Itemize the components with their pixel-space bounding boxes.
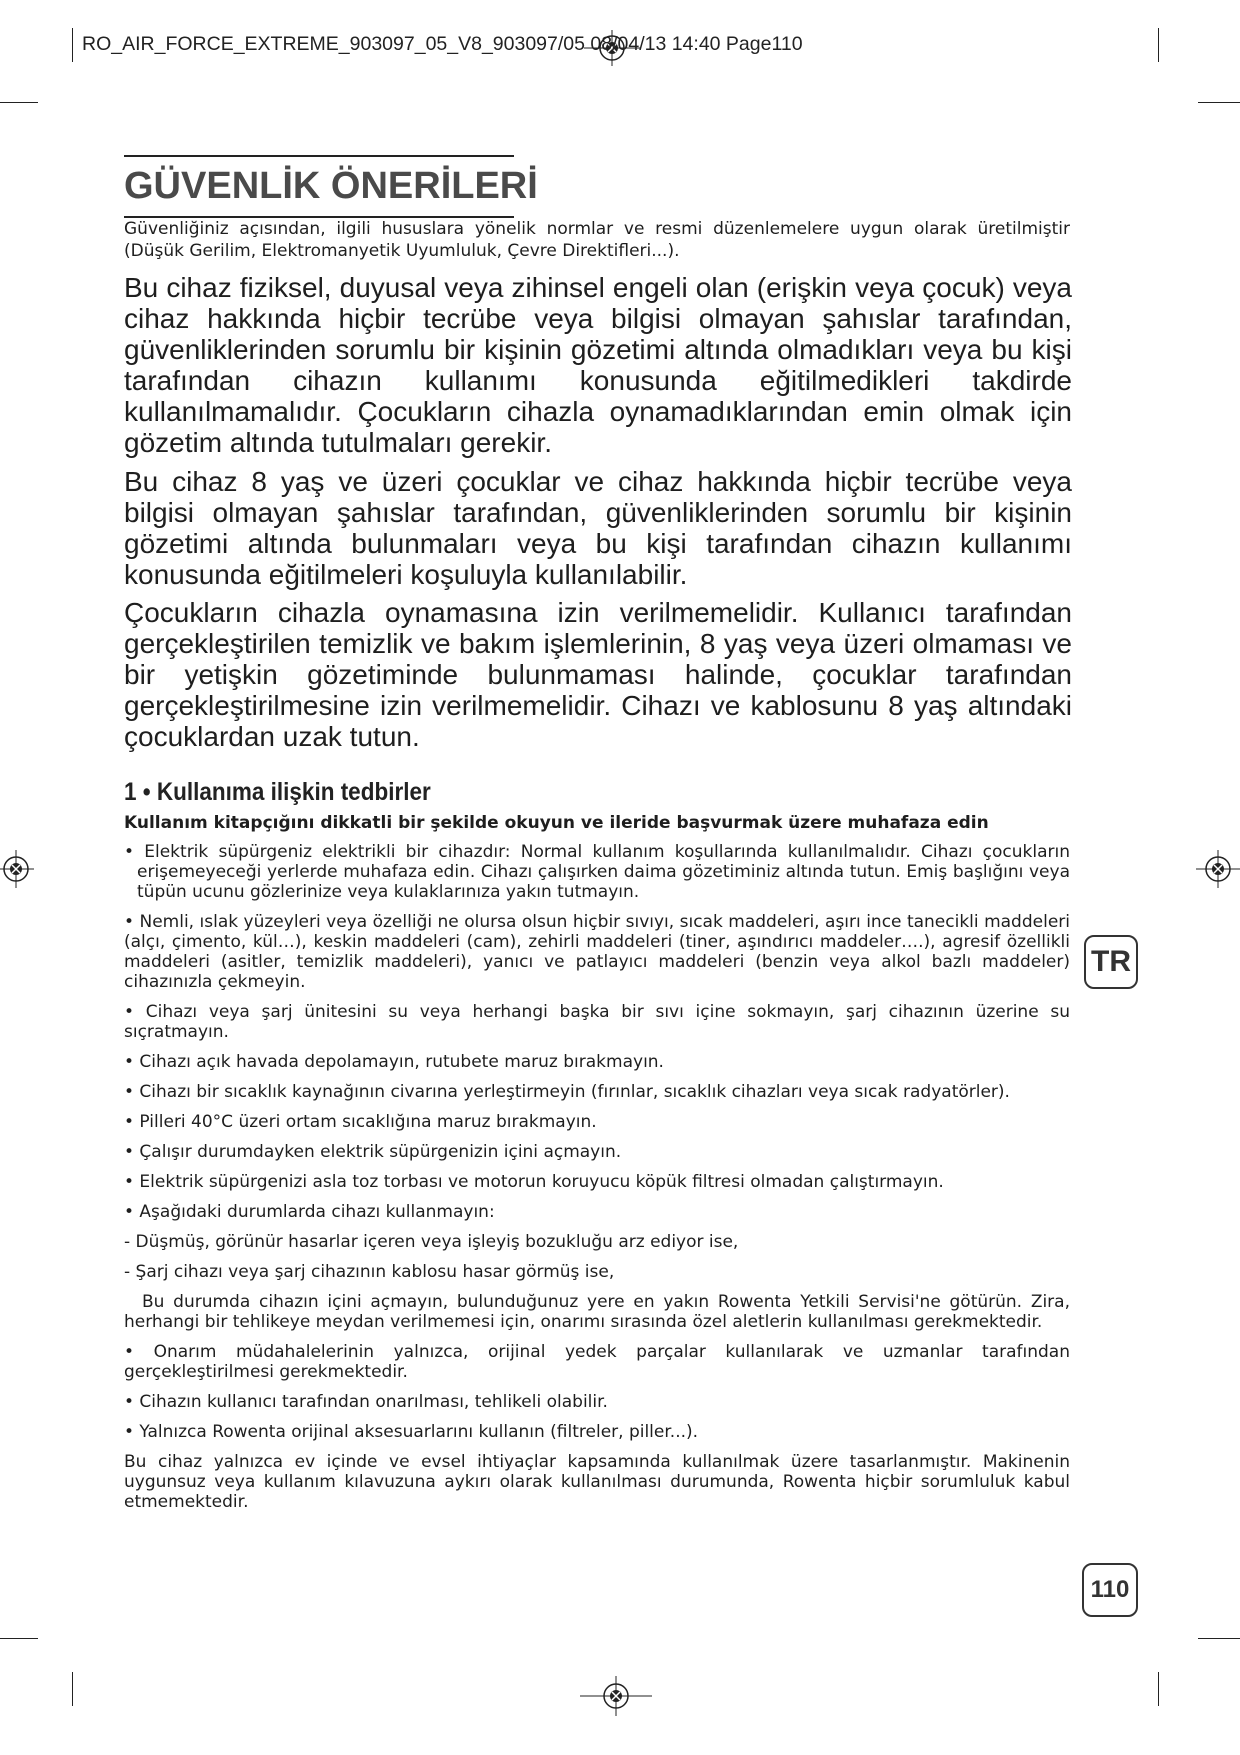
crop-mark bbox=[1158, 1672, 1159, 1706]
section-subheading: Kullanım kitapçığını dikkatli bir şekilde okuyun ve ileride başvurmak üzere muhafaza edin bbox=[124, 813, 989, 833]
dash-item: - Düşmüş, görünür hasarlar içeren veya işleyiş bozukluğu arz ediyor ise, bbox=[124, 1232, 739, 1252]
registration-mark-icon bbox=[1196, 850, 1240, 888]
print-slug: RO_AIR_FORCE_EXTREME_903097_05_V8_903097/05 08/04/13 14:40 Page110 bbox=[82, 33, 803, 55]
page-title: GÜVENLİK ÖNERİLERİ bbox=[124, 155, 514, 218]
list-item: • Yalnızca Rowenta orijinal aksesuarlarını kullanın (filtreler, piller...). bbox=[124, 1422, 699, 1442]
registration-mark-icon bbox=[0, 850, 34, 888]
warning-paragraph: Çocukların cihazla oynamasına izin verilmemelidir. Kullanıcı tarafından gerçekleştirilen temizlik ve bakım işlemlerinin, 8 yaş veya üzeri olmaması ve bir yetişkin gözetiminde bulunmaması halinde, çocuklar tarafından gerçekleştirilmesine izin verilmemelidir. Cihazı ve kablosunu 8 yaş altındaki çocuklardan uzak tutun. bbox=[124, 597, 1072, 752]
repair-note: Bu durumda cihazın içini açmayın, bulunduğunuz yere en yakın Rowenta Yetkili Servisi'ne götürün. Zira, herhangi bir tehlikeye meydan verilmemesi için, onarımı sırasında özel aletlerin kullanılması gerekmektedir. bbox=[124, 1292, 1070, 1332]
warning-paragraph: Bu cihaz 8 yaş ve üzeri çocuklar ve cihaz hakkında hiçbir tecrübe veya bilgisi olmayan şahıslar tarafından, güvenliklerinden sorumlu bir kişinin gözetimi altında bulunmaları veya bu kişi tarafından cihazın kullanımı konusunda eğitilmeleri koşuluyla kullanılabilir. bbox=[124, 466, 1072, 590]
crop-mark bbox=[1158, 28, 1159, 62]
list-item: • Cihazın kullanıcı tarafından onarılması, tehlikeli olabilir. bbox=[124, 1392, 608, 1412]
list-item: • Çalışır durumdayken elektrik süpürgenizin içini açmayın. bbox=[124, 1142, 622, 1162]
list-item: • Cihazı bir sıcaklık kaynağının civarına yerleştirmeyin (fırınlar, sıcaklık cihazları veya sıcak radyatörler). bbox=[124, 1082, 1010, 1102]
list-item: • Elektrik süpürgeniz elektrikli bir cihazdır: Normal kullanım koşullarında kullanılmalıdır. Cihazı çocukların erişemeyeceği yerlerde muhafaza edin. Cihazı çalışırken daima gözetiminiz altında tutun. Emiş başlığını veya tüpün ucunu gözlerinize veya kulaklarınıza yakın tutmayın. bbox=[124, 842, 1070, 902]
crop-mark bbox=[72, 28, 73, 62]
crop-mark bbox=[72, 1672, 73, 1706]
registration-mark-icon bbox=[580, 1676, 652, 1716]
crop-mark bbox=[0, 102, 38, 103]
list-item: • Onarım müdahalelerinin yalnızca, orijinal yedek parçalar kullanılarak ve uzmanlar tarafından gerçekleştirilmesi gerekmektedir. bbox=[124, 1342, 1070, 1382]
precautions-list bbox=[124, 842, 1070, 1522]
crop-mark bbox=[1198, 1638, 1240, 1639]
list-item: • Cihazı açık havada depolamayın, rutubete maruz bırakmayın. bbox=[124, 1052, 664, 1072]
crop-mark bbox=[0, 1638, 38, 1639]
dash-item: - Şarj cihazı veya şarj cihazının kablosu hasar görmüş ise, bbox=[124, 1262, 615, 1282]
section-heading: 1 • Kullanıma ilişkin tedbirler bbox=[124, 778, 431, 806]
list-item: • Pilleri 40°C üzeri ortam sıcaklığına maruz bırakmayın. bbox=[124, 1112, 597, 1132]
language-tab: TR bbox=[1084, 935, 1138, 989]
list-item: • Cihazı veya şarj ünitesini su veya herhangi başka bir sıvı içine sokmayın, şarj cihazının üzerine su sıçratmayın. bbox=[124, 1002, 1070, 1042]
crop-mark bbox=[1198, 102, 1240, 103]
page-number: 110 bbox=[1082, 1563, 1138, 1617]
list-item: • Nemli, ıslak yüzeyleri veya özelliği ne olursa olsun hiçbir sıvıyı, sıcak maddeleri, aşırı ince tanecikli maddeleri (alçı, çimento, kül…), keskin maddeleri (cam), zehirli maddeleri (tiner, aşındırıcı maddeler….), agresif özellikli maddeleri (asitler, temizlik maddeleri), yanıcı ve patlayıcı maddeleri (benzin veya alkol bazlı maddeler) cihazınızla çekmeyin. bbox=[124, 912, 1070, 992]
list-item: • Elektrik süpürgenizi asla toz torbası ve motorun koruyucu köpük filtresi olmadan çalıştırmayın. bbox=[124, 1172, 944, 1192]
intro-paragraph: Güvenliğiniz açısından, ilgili hususlara yönelik normlar ve resmi düzenlemelere uygun olarak üretilmiştir (Düşük Gerilim, Elektromanyetik Uyumluluk, Çevre Direktifleri...). bbox=[124, 219, 1070, 261]
list-item: • Aşağıdaki durumlarda cihazı kullanmayın: bbox=[124, 1202, 495, 1222]
warning-paragraph: Bu cihaz fiziksel, duyusal veya zihinsel engeli olan (erişkin veya çocuk) veya cihaz hakkında hiçbir tecrübe veya bilgisi olmayan şahıslar tarafından, güvenliklerinden sorumlu bir kişinin gözetimi altında olmadıkları veya bu kişi tarafından cihazın kullanımı konusunda eğitilmedikleri takdirde kullanılmamalıdır. Çocukların cihazla oynamadıklarından emin olmak için gözetim altında tutulmaları gerekir. bbox=[124, 272, 1072, 458]
closing-paragraph: Bu cihaz yalnızca ev içinde ve evsel ihtiyaçlar kapsamında kullanılmak üzere tasarlanmıştır. Makinenin uygunsuz veya kullanım kılavuzuna aykırı olarak kullanılması durumunda, Rowenta hiçbir sorumluluk kabul etmemektedir. bbox=[124, 1452, 1070, 1512]
